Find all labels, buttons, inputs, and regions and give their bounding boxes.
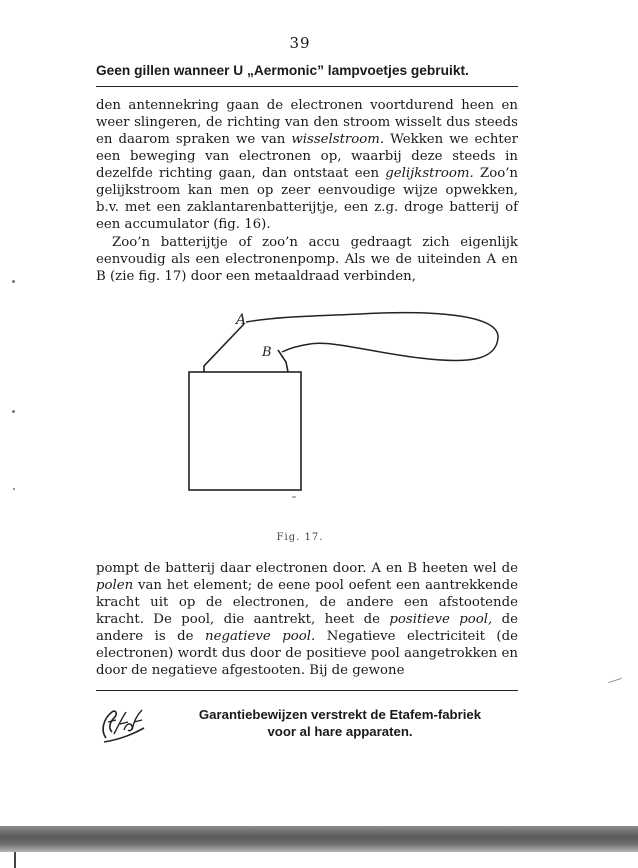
paper-speck xyxy=(12,410,15,413)
paragraph-3-text-c: de andere is de xyxy=(96,612,518,644)
paragraph-1 xyxy=(96,97,518,233)
label-a: A xyxy=(236,312,247,328)
paragraph-1-emphasis-gelijkstroom: gelijkstroom. xyxy=(385,166,474,181)
paragraph-3-emphasis-positieve: positieve pool, xyxy=(389,612,493,627)
scan-edge-line xyxy=(14,852,16,868)
battery-box xyxy=(189,372,301,490)
paper-mark xyxy=(608,678,622,683)
paragraph-2-text: Zoo’n batterijtje of zoo’n accu gedraagt zich eigenlijk eenvoudig als een electronenpomp. Als we de uiteinden A en B (zie fig. 17) door een metaaldraad verbinden, xyxy=(96,235,518,284)
terminal-b-lead xyxy=(278,350,288,372)
page-number: 39 xyxy=(289,34,311,52)
paragraph-3-text-b: van het element; de eene pool oefent een aantrekkende kracht uit op de electronen, de andere een afstootende kracht. De pool, die aantrekt, heet de xyxy=(96,578,518,627)
paragraph-3-emphasis-polen: polen xyxy=(96,578,134,593)
battery-diagram xyxy=(170,300,510,510)
figure-caption: Fig. 17. xyxy=(276,532,324,543)
paragraph-1-text-b: Wekken we echter een beweging van electronen op, waarbij deze steeds in dezelfde richting gaan, dan ontstaat een xyxy=(96,132,518,181)
etafem-logo-mark xyxy=(96,700,148,748)
paper-speck xyxy=(13,488,15,490)
paragraph-3-emphasis-negatieve: negatieve pool. xyxy=(205,629,316,644)
figure-17 xyxy=(170,300,510,510)
scan-shadow-band xyxy=(0,826,638,852)
footer-line-1: Garantiebewijzen verstrekt de Etafem-fabriek xyxy=(198,707,482,722)
paragraph-3 xyxy=(96,560,518,679)
metal-wire xyxy=(246,313,498,361)
terminal-a-lead xyxy=(204,324,244,372)
footer-rule xyxy=(96,690,518,691)
paragraph-1-emphasis-wisselstroom: wisselstroom. xyxy=(291,132,385,147)
etafem-logo xyxy=(96,700,148,748)
label-b: B xyxy=(262,345,272,360)
paragraph-2 xyxy=(96,234,518,285)
paragraph-1-text-c: Zoo’n gelijkstroom kan men op zeer eenvoudige wijze opwekken, b.v. met een zaklantarenbatterijtje, een z.g. droge batterij of een accumulator (fig. 16). xyxy=(96,166,518,232)
footer-text xyxy=(160,706,520,740)
paragraph-1-text-a: den antennekring gaan de electronen voortdurend heen en weer slingeren, de richting van den stroom wisselt dus steeds en daarom spraken we van xyxy=(96,98,518,147)
running-head: Geen gillen wanneer U „Aermonic” lampvoetjes gebruikt. xyxy=(96,62,469,78)
header-rule xyxy=(96,86,518,87)
paragraph-3-text-d: Negatieve electriciteit (de electronen) wordt dus door de positieve pool aangetrokken en door de negatieve afgestooten. Bij de gewone xyxy=(96,629,518,678)
footer-line-2: voor al hare apparaten. xyxy=(267,724,413,739)
paper-speck xyxy=(12,280,15,283)
paragraph-3-text-a: pompt de batterij daar electronen door. A en B heeten wel de xyxy=(96,561,518,576)
